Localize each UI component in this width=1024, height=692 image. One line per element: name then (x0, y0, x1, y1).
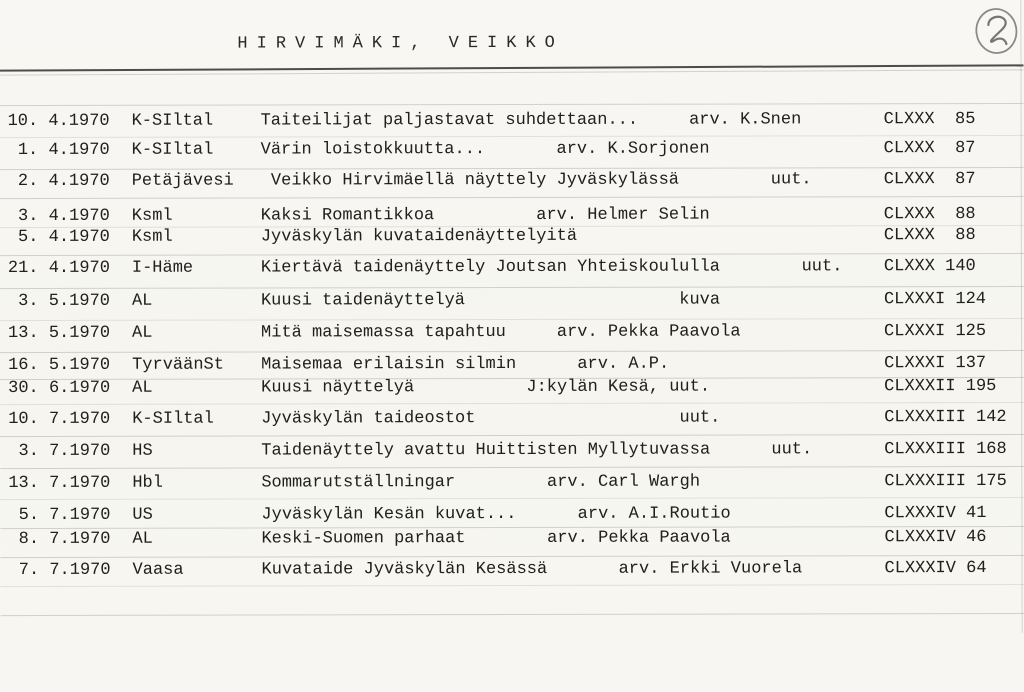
entry-reference: CLXXXIII 142 (884, 407, 1007, 428)
entry-source: K-SIltal (131, 111, 214, 131)
scan-edge-line (1020, 0, 1022, 633)
entry-source: AL (132, 529, 153, 549)
ruled-lines (0, 0, 1023, 1)
ruled-line (0, 497, 1024, 500)
entry-title-and-note: Kuvataide Jyväskylän Kesässä arv. Erkki Vuorela (261, 559, 803, 580)
entry-source: Ksml (131, 206, 173, 226)
entry-date: 30. 6.1970 (8, 378, 111, 399)
entry-date: 10. 4.1970 (7, 111, 110, 132)
entry-date: 5. 4.1970 (7, 227, 110, 248)
ruled-line (0, 466, 1024, 469)
entry-title-and-note: Keski-Suomen parhaat arv. Pekka Paavola (261, 528, 731, 549)
entry-row (0, 321, 1024, 345)
ruled-line (1, 584, 1024, 587)
entry-reference: CLXXXIII 175 (884, 471, 1007, 492)
entry-date: 3. 4.1970 (7, 206, 110, 227)
entry-row (0, 439, 1024, 463)
entry-reference: CLXXXIII 168 (884, 439, 1007, 460)
entry-source: K-SIltal (131, 140, 214, 160)
entry-title-and-note: Jyväskylän Kesän kuvat... arv. A.I.Routio (261, 504, 731, 525)
entry-row (0, 138, 1024, 162)
ruled-line (0, 196, 1024, 199)
entry-date: 3. 7.1970 (8, 441, 111, 462)
entry-source: Hbl (132, 473, 163, 493)
entry-date: 13. 7.1970 (8, 473, 111, 494)
entry-reference: CLXXXII 195 (884, 376, 997, 397)
entry-source: TyrväänSt (132, 355, 224, 375)
entry-source: K-SIltal (132, 409, 214, 429)
entry-date: 5. 7.1970 (8, 505, 111, 526)
entry-title-and-note: Kuusi taidenäyttelyä kuva (260, 290, 721, 311)
entry-source: AL (132, 378, 153, 398)
entry-title-and-note: Sommarutställningar arv. Carl Wargh (261, 472, 701, 493)
ruled-line (0, 402, 1024, 405)
entry-source: I-Häme (131, 258, 194, 278)
entry-reference: CLXXXIV 64 (884, 559, 987, 579)
handwritten-2-icon (988, 17, 1006, 44)
entry-date: 16. 5.1970 (8, 355, 111, 376)
entry-source: US (132, 505, 153, 525)
entry-row (0, 109, 1024, 133)
entry-row (0, 376, 1024, 400)
entry-date: 21. 4.1970 (7, 258, 110, 279)
ruled-line (1, 613, 1024, 616)
circle-annotation-icon (973, 6, 1019, 55)
entry-row (0, 527, 1024, 551)
ruled-line (0, 103, 1024, 106)
entry-source: Vaasa (132, 560, 184, 580)
entry-title-and-note: Värin loistokkuutta... arv. K.Sorjonen (260, 139, 710, 160)
entry-source: Petäjävesi (131, 171, 234, 191)
page-title: HIRVIMÄKI, VEIKKO (237, 33, 564, 54)
entry-reference: CLXXXIV 46 (884, 528, 987, 548)
entry-source: Ksml (131, 227, 173, 247)
entry-row (1, 558, 1024, 582)
entry-title-and-note: Taiteilijat paljastavat suhdettaan... arv. K.Snen (260, 110, 802, 131)
entry-date: 2. 4.1970 (7, 171, 110, 192)
entry-row (0, 289, 1024, 313)
entry-reference: CLXXX 88 (883, 226, 976, 246)
entry-row (0, 353, 1024, 377)
entry-row (0, 225, 1024, 249)
entry-reference: CLXXX 87 (883, 170, 976, 190)
entry-reference: CLXXXI 137 (884, 354, 987, 374)
entry-title-and-note: Kuusi näyttelyä J:kylän Kesä, uut. (261, 377, 711, 398)
entry-date: 8. 7.1970 (8, 529, 111, 550)
entry-row (0, 169, 1024, 193)
entry-row (0, 503, 1024, 527)
entry-reference: CLXXX 88 (883, 205, 976, 225)
entry-reference: CLXXX 140 (883, 257, 976, 277)
entry-date: 10. 7.1970 (8, 409, 111, 430)
entry-title-and-note: Jyväskylän kuvataidenäyttelyitä (260, 226, 578, 247)
entry-title-and-note: Kaksi Romantikkoa arv. Helmer Selin (260, 205, 710, 226)
entry-source: AL (132, 323, 153, 343)
entry-title-and-note: Maisemaa erilaisin silmin arv. A.P. (261, 354, 670, 375)
entry-source: AL (131, 291, 153, 311)
entry-title-and-note: Jyväskylän taideostot uut. (261, 408, 721, 429)
entry-date: 3. 5.1970 (7, 291, 111, 312)
entry-reference: CLXXXIV 41 (884, 504, 987, 524)
circled-page-number (970, 4, 1022, 58)
entry-title-and-note: Veikko Hirvimäellä näyttely Jyväskylässä uut. (260, 170, 812, 191)
entry-title-and-note: Mitä maisemassa tapahtuu arv. Pekka Paavola (261, 322, 741, 343)
entry-row (0, 407, 1024, 431)
entry-title-and-note: Kiertävä taidenäyttely Joutsan Yhteiskoululla uut. (260, 257, 843, 278)
entry-date: 13. 5.1970 (8, 323, 111, 344)
ruled-line (0, 434, 1024, 437)
entry-reference: CLXXX 87 (883, 139, 976, 159)
entry-source: HS (132, 441, 153, 461)
entry-reference: CLXXXI 125 (884, 322, 987, 342)
entry-reference: CLXXXI 124 (883, 290, 987, 310)
entry-date: 7. 7.1970 (8, 560, 111, 581)
entry-date: 1. 4.1970 (7, 140, 110, 161)
entry-row (0, 471, 1024, 495)
entry-reference: CLXXX 85 (883, 110, 976, 130)
entry-row (0, 256, 1024, 280)
entry-title-and-note: Taidenäyttely avattu Huittisten Myllytuvassa uut. (261, 440, 813, 461)
